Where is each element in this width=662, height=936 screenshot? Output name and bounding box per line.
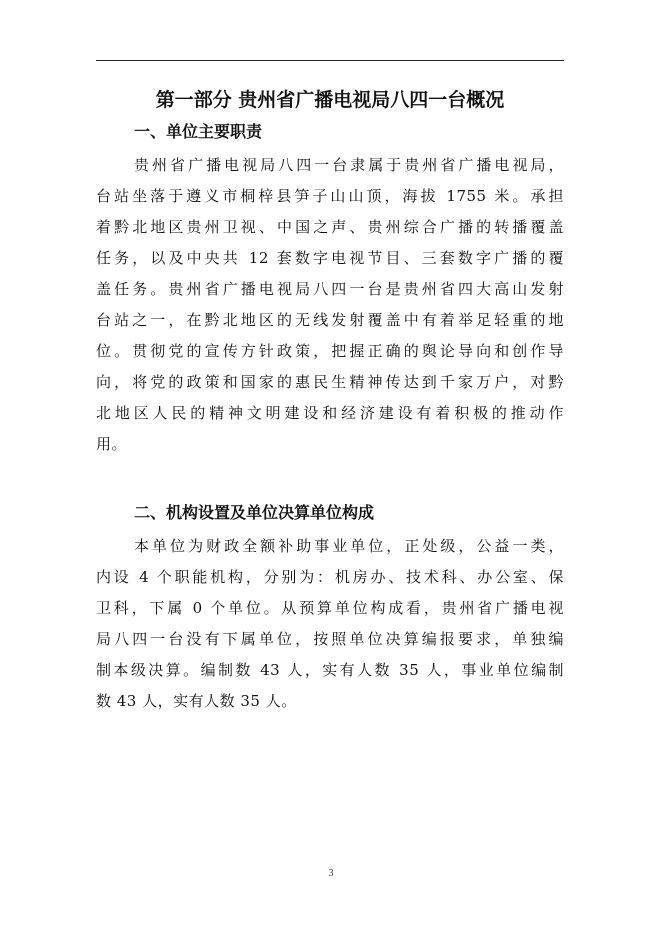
paragraph-line: 台站之一，在黔北地区的无线发射覆盖中有着举足轻重的地 (96, 311, 564, 329)
paragraph-line: 盖任务。贵州省广播电视局八四一台是贵州省四大高山发射 (96, 280, 564, 298)
paragraph-line: 着黔北地区贵州卫视、中国之声、贵州综合广播的转播覆盖 (96, 218, 564, 236)
paragraph-line: 位。贯彻党的宣传方针政策，把握正确的舆论导向和创作导 (96, 342, 564, 360)
paragraph-line: 内设 4 个职能机构，分别为：机房办、技术科、办公室、保 (96, 568, 564, 586)
paragraph-line: 局八四一台没有下属单位，按照单位决算编报要求，单独编 (96, 630, 564, 648)
header-rule (96, 60, 564, 61)
paragraph-line: 北地区人民的精神文明建设和经济建设有着积极的推动作 (96, 404, 564, 422)
paragraph-line: 任务，以及中央共 12 套数字电视节目、三套数字广播的覆 (96, 249, 564, 267)
section-heading-duties: 一、单位主要职责 (134, 122, 263, 141)
paragraph-line: 用。 (96, 435, 128, 453)
paragraph-line: 数 43 人，实有人数 35 人。 (96, 692, 297, 710)
paragraph-duties (96, 150, 564, 460)
paragraph-line: 本单位为财政全额补助事业单位，正处级，公益一类， (134, 537, 564, 555)
paragraph-line: 贵州省广播电视局八四一台隶属于贵州省广播电视局， (134, 156, 564, 174)
paragraph-line: 向，将党的政策和国家的惠民生精神传达到千家万户，对黔 (96, 373, 564, 391)
page-title: 第一部分 贵州省广播电视局八四一台概况 (155, 89, 505, 111)
paragraph-structure (96, 531, 564, 717)
section-heading-structure: 二、机构设置及单位决算单位构成 (134, 503, 375, 522)
paragraph-line: 制本级决算。编制数 43 人，实有人数 35 人，事业单位编制 (96, 661, 564, 679)
page-number: 3 (328, 868, 334, 879)
paragraph-line: 卫科，下属 0 个单位。从预算单位构成看，贵州省广播电视 (96, 599, 564, 617)
paragraph-line: 台站坐落于遵义市桐梓县笋子山山顶，海拔 1755 米。承担 (96, 187, 564, 205)
